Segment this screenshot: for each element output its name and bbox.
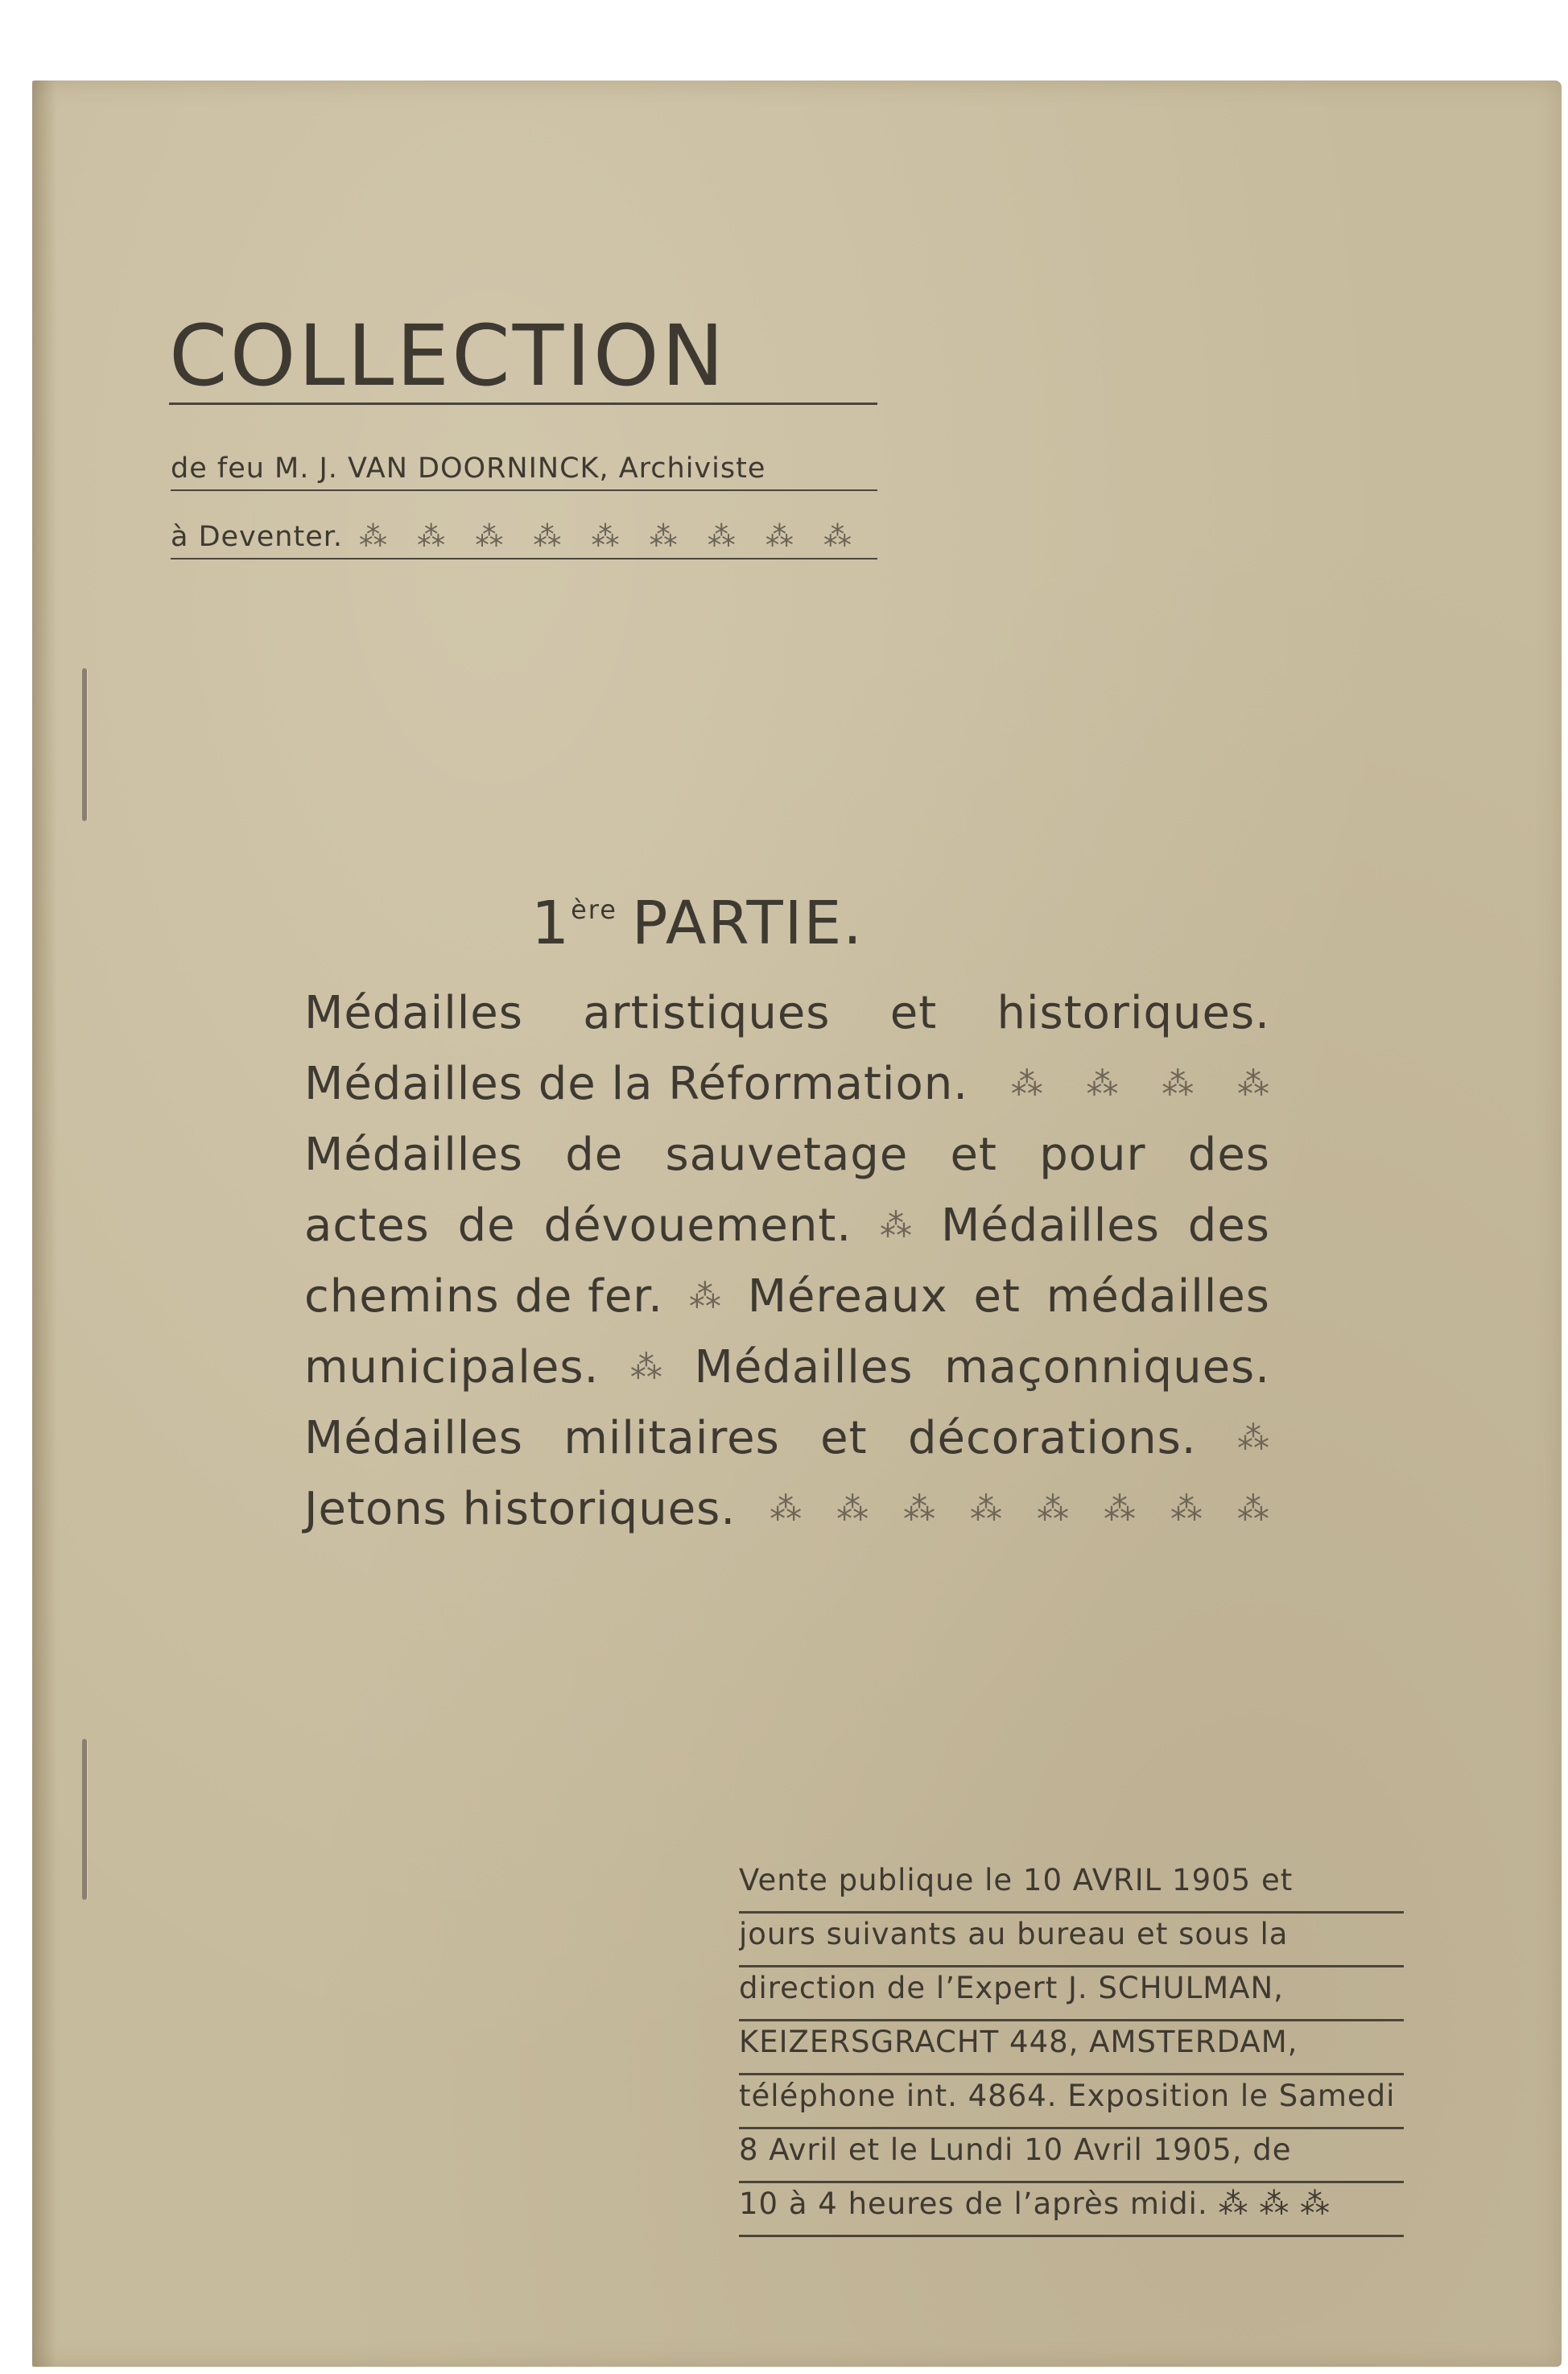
contents-word: historiques. [997,987,1270,1039]
sale-notice-line: jours suivants au bureau et sous la [739,1914,1404,1967]
ornament-star: ⁂ [1236,1491,1270,1528]
contents-line [304,978,1270,1049]
contents-word: artistiques [583,987,831,1039]
cover-title: COLLECTION [169,314,877,405]
sale-notice-line: 10 à 4 heures de l’après midi. ⁂ ⁂ ⁂ [739,2183,1404,2237]
ornament-star: ⁂ [629,1349,663,1386]
contents-word: Médailles [940,1199,1160,1252]
contents-word: actes [304,1199,430,1252]
part-label: PARTIE. [631,889,864,958]
contents-word: sauvetage [665,1129,909,1181]
ornament-star: ⁂ [688,1278,722,1315]
ornament-star: ⁂ [1103,1491,1137,1528]
ornament-star: ⁂ [1170,1491,1203,1528]
spine-shadow [32,81,56,2367]
contents-word: Médailles [304,1129,523,1181]
contents-word: et [889,987,938,1039]
contents-word: dévouement. [543,1199,852,1252]
sale-notice-line: 8 Avril et le Lundi 10 Avril 1905, de [739,2129,1404,2183]
contents-line [304,1403,1270,1474]
subtitle-location [171,523,877,559]
contents-word: médailles [1046,1270,1270,1323]
contents-word: chemins de fer. [304,1270,663,1323]
part-heading [531,889,864,958]
contents-word: Médailles [304,987,523,1039]
sale-notice-line: KEIZERSGRACHT 448, AMSTERDAM, [739,2021,1404,2075]
subtitle-ornaments: ⁂ ⁂ ⁂ ⁂ ⁂ ⁂ ⁂ ⁂ ⁂ [359,521,853,553]
contents-word: pour [1039,1129,1146,1181]
contents-word: Médailles [694,1341,914,1393]
contents-word: maçonniques. [944,1341,1270,1393]
staple-top [82,668,87,821]
ornament-star: ⁂ [1236,1066,1270,1103]
staple-bottom [82,1739,87,1900]
ornament-star: ⁂ [903,1491,937,1528]
ornament-star: ⁂ [880,1208,914,1245]
ornament-star: ⁂ [836,1491,870,1528]
ornament-star: ⁂ [1236,1420,1270,1457]
contents-word: Jetons historiques. [304,1483,737,1535]
contents-line [304,1120,1270,1191]
contents-word: des [1187,1199,1270,1252]
contents-word: décorations. [907,1412,1197,1464]
contents-word: de [457,1199,516,1252]
ornament-star: ⁂ [1162,1066,1195,1103]
contents-word: Médailles [304,1412,523,1464]
contents-word: militaires [563,1412,780,1464]
ornament-star: ⁂ [1086,1066,1120,1103]
contents-word: et [820,1412,868,1464]
sale-notice [739,1860,1404,2237]
contents-line [304,1261,1270,1332]
contents-line [304,1049,1270,1120]
ornament-star: ⁂ [1010,1066,1044,1103]
contents-word: et [973,1270,1021,1323]
contents-line [304,1332,1270,1403]
subtitle-location-text: à Deventer. [171,521,344,553]
sale-notice-line: téléphone int. 4864. Exposition le Samedi [739,2075,1404,2129]
contents-list [304,978,1270,1545]
contents-word: municipales. [304,1341,600,1393]
ornament-star: ⁂ [1037,1491,1070,1528]
subtitle-collector: de feu M. J. VAN DOORNINCK, Archiviste [171,455,877,491]
contents-word: et [950,1129,997,1181]
ornament-star: ⁂ [770,1491,803,1528]
part-number: 1 [531,889,571,958]
contents-word: Médailles de la Réformation. [304,1058,969,1110]
sale-notice-line: direction de l’Expert J. SCHULMAN, [739,1967,1404,2021]
contents-line [304,1474,1270,1545]
contents-line [304,1191,1270,1261]
contents-word: des [1187,1129,1270,1181]
ornament-star: ⁂ [970,1491,1004,1528]
sale-notice-line: Vente publique le 10 AVRIL 1905 et [739,1860,1404,1914]
contents-word: de [565,1129,624,1181]
contents-word: Méreaux [747,1270,948,1323]
part-superscript: ère [571,894,617,925]
